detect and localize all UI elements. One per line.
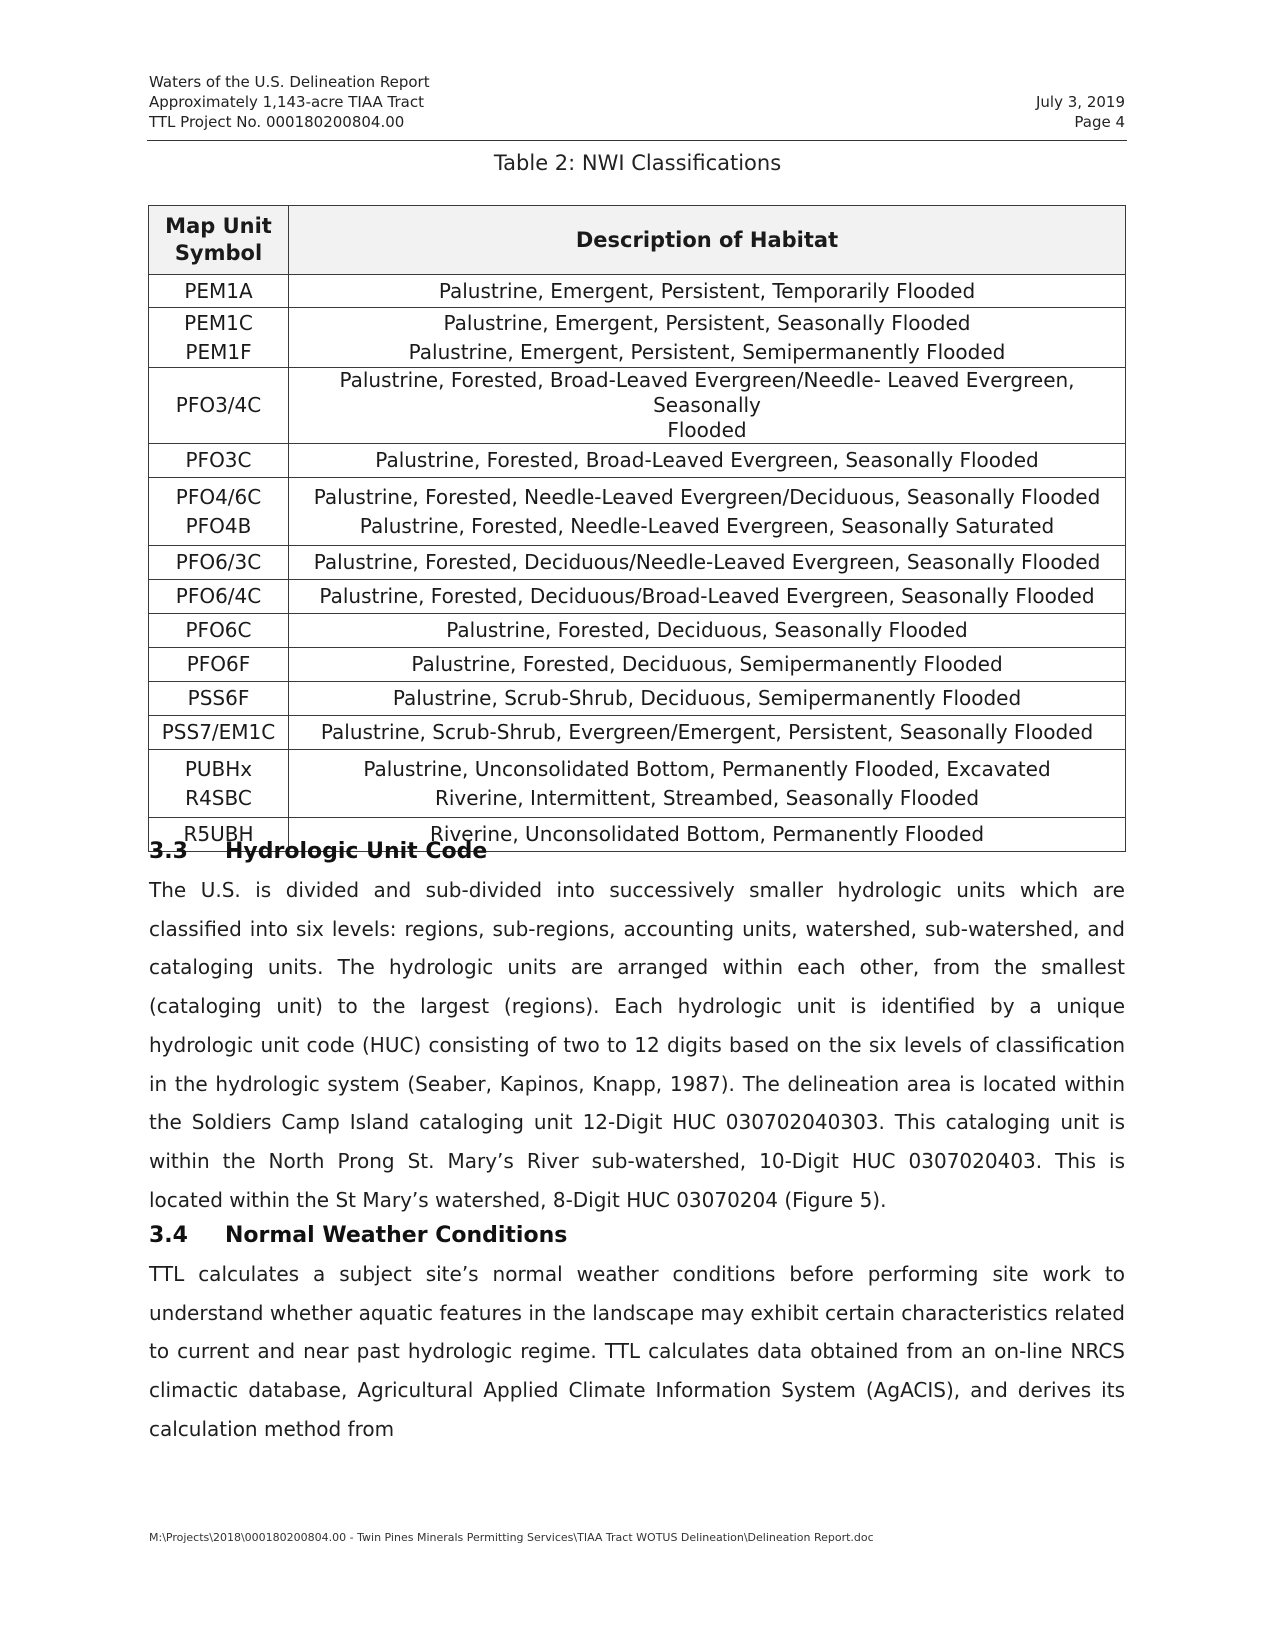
tract-name: Approximately 1,143-acre TIAA Tract xyxy=(149,93,424,111)
habitat-description: Palustrine, Forested, Broad-Leaved Evergreen/Needle- Leaved Evergreen, Seasonally xyxy=(339,368,1075,417)
map-unit-symbol-cell xyxy=(149,716,289,750)
table-row xyxy=(149,308,1126,368)
habitat-description: Riverine, Unconsolidated Bottom, Permanently Flooded xyxy=(429,822,985,846)
section-3-4-title: Normal Weather Conditions xyxy=(225,1223,568,1248)
habitat-description: Palustrine, Scrub-Shrub, Evergreen/Emergent, Persistent, Seasonally Flooded xyxy=(320,720,1094,744)
habitat-description: Palustrine, Scrub-Shrub, Deciduous, Semipermanently Flooded xyxy=(392,686,1022,710)
section-3-3-title: Hydrologic Unit Code xyxy=(225,839,488,864)
table-row xyxy=(149,648,1126,682)
header-col1-line2: Symbol xyxy=(174,241,263,265)
map-unit-symbol: PEM1F xyxy=(185,339,252,364)
habitat-description-cell xyxy=(289,546,1126,580)
habitat-description-cell xyxy=(289,750,1126,818)
map-unit-symbol-cell xyxy=(149,750,289,818)
map-unit-symbol: PFO4B xyxy=(185,513,252,538)
table-row xyxy=(149,614,1126,648)
table-row xyxy=(149,546,1126,580)
section-3-3-paragraph: The U.S. is divided and sub-divided into successively smaller hydrologic units which are classified into six levels: regions, sub-regions, accounting units, watershed, sub-watershed, and cataloging units. The hydrologic units are arranged within each other, from the smallest (cataloging unit) to the largest (regions). Each hydrologic unit is identified by a unique hydrologic unit code (HUC) consisting of two to 12 digits based on the six levels of classification in the hydrologic system (Seaber, Kapinos, Knapp, 1987). The delineation area is located within the Soldiers Camp Island cataloging unit 12-Digit HUC 030702040303. This cataloging unit is within the North Prong St. Mary’s River sub-watershed, 10-Digit HUC 0307020403. This is located within the St Mary’s watershed, 8-Digit HUC 03070204 (Figure 5). xyxy=(149,878,1125,1212)
table-row xyxy=(149,682,1126,716)
map-unit-symbol-cell xyxy=(149,275,289,308)
habitat-description-cell xyxy=(289,614,1126,648)
map-unit-symbol: PSS6F xyxy=(187,686,250,710)
habitat-description: Riverine, Intermittent, Streambed, Seasonally Flooded xyxy=(434,785,980,810)
map-unit-symbol: PFO4/6C xyxy=(175,484,262,509)
map-unit-symbol: PEM1A xyxy=(184,278,253,303)
habitat-description: Palustrine, Emergent, Persistent, Temporarily Flooded xyxy=(438,278,976,303)
map-unit-symbol: R4SBC xyxy=(185,785,252,810)
table-header-row xyxy=(149,206,1126,275)
habitat-description-cell xyxy=(289,648,1126,682)
section-3-4-paragraph: TTL calculates a subject site’s normal weather conditions before performing site work to understand whether aquatic features in the landscape may exhibit certain characteristics related to current and near past hydrologic regime. TTL calculates data obtained from an on-line NRCS climactic database, Agricultural Applied Climate Information System (AgACIS), and derives its calculation method from xyxy=(149,1262,1125,1441)
habitat-description: Palustrine, Forested, Deciduous, Semipermanently Flooded xyxy=(411,652,1003,676)
section-3-4-heading xyxy=(149,1222,567,1250)
map-unit-symbol-cell xyxy=(149,444,289,478)
map-unit-symbol-cell xyxy=(149,308,289,368)
habitat-description: Palustrine, Emergent, Persistent, Semipermanently Flooded xyxy=(408,339,1006,364)
map-unit-symbol: PFO6/3C xyxy=(175,550,262,574)
map-unit-symbol-cell xyxy=(149,614,289,648)
map-unit-symbol: PUBHx xyxy=(184,756,253,781)
nwi-classifications-table xyxy=(148,205,1126,852)
table-row xyxy=(149,275,1126,308)
map-unit-symbol: R5UBH xyxy=(183,822,254,846)
habitat-description: Palustrine, Emergent, Persistent, Seasonally Flooded xyxy=(443,310,971,335)
table-body xyxy=(149,275,1126,852)
habitat-description: Palustrine, Forested, Needle-Leaved Evergreen/Deciduous, Seasonally Flooded xyxy=(313,484,1101,509)
habitat-description-cell xyxy=(289,444,1126,478)
habitat-description-cell xyxy=(289,682,1126,716)
map-unit-symbol-cell xyxy=(149,580,289,614)
map-unit-symbol-cell xyxy=(149,682,289,716)
habitat-description: Palustrine, Forested, Deciduous/Needle-Leaved Evergreen, Seasonally Flooded xyxy=(313,550,1101,574)
habitat-description-cell xyxy=(289,478,1126,546)
map-unit-symbol-cell xyxy=(149,368,289,444)
table-row xyxy=(149,716,1126,750)
habitat-description-cell xyxy=(289,275,1126,308)
habitat-description: Palustrine, Forested, Deciduous, Seasonally Flooded xyxy=(446,618,968,642)
map-unit-symbol: PEM1C xyxy=(184,310,253,335)
habitat-description: Palustrine, Forested, Broad-Leaved Evergreen, Seasonally Flooded xyxy=(375,448,1039,472)
habitat-description: Flooded xyxy=(667,418,747,442)
table-title: Table 2: NWI Classifications xyxy=(493,151,782,175)
section-3-3-number: 3.3 xyxy=(149,839,188,864)
table-row xyxy=(149,580,1126,614)
map-unit-symbol: PFO3C xyxy=(185,448,252,472)
map-unit-symbol: PSS7/EM1C xyxy=(161,720,276,744)
habitat-description: Palustrine, Forested, Deciduous/Broad-Leaved Evergreen, Seasonally Flooded xyxy=(319,584,1095,608)
habitat-description-cell xyxy=(289,580,1126,614)
table-row xyxy=(149,478,1126,546)
table-row xyxy=(149,444,1126,478)
header-map-unit-symbol xyxy=(149,206,289,275)
report-date: July 3, 2019 xyxy=(1036,93,1125,111)
habitat-description: Palustrine, Forested, Needle-Leaved Evergreen, Seasonally Saturated xyxy=(359,513,1055,538)
habitat-description: Palustrine, Unconsolidated Bottom, Permanently Flooded, Excavated xyxy=(363,756,1051,781)
project-number: TTL Project No. 000180200804.00 xyxy=(149,113,405,131)
habitat-description-cell xyxy=(289,308,1126,368)
report-title: Waters of the U.S. Delineation Report xyxy=(149,73,430,91)
section-3-4-number: 3.4 xyxy=(149,1223,188,1248)
habitat-description-cell xyxy=(289,716,1126,750)
table-row xyxy=(149,368,1126,444)
map-unit-symbol: PFO3/4C xyxy=(175,393,262,417)
table-row xyxy=(149,750,1126,818)
map-unit-symbol-cell xyxy=(149,648,289,682)
header-divider xyxy=(147,140,1127,141)
map-unit-symbol-cell xyxy=(149,478,289,546)
page-number: Page 4 xyxy=(1074,113,1125,131)
header-col1-line1: Map Unit xyxy=(165,214,272,238)
footer-file-path: M:\Projects\2018\000180200804.00 - Twin Pines Minerals Permitting Services\TIAA Tract WOTUS Delineation\Delineation Report.doc xyxy=(149,1531,874,1544)
map-unit-symbol-cell xyxy=(149,546,289,580)
header-description: Description of Habitat xyxy=(289,206,1126,275)
map-unit-symbol: PFO6F xyxy=(186,652,251,676)
section-3-3-heading xyxy=(149,838,487,866)
map-unit-symbol: PFO6C xyxy=(185,618,252,642)
habitat-description-cell xyxy=(289,368,1126,444)
map-unit-symbol: PFO6/4C xyxy=(175,584,262,608)
